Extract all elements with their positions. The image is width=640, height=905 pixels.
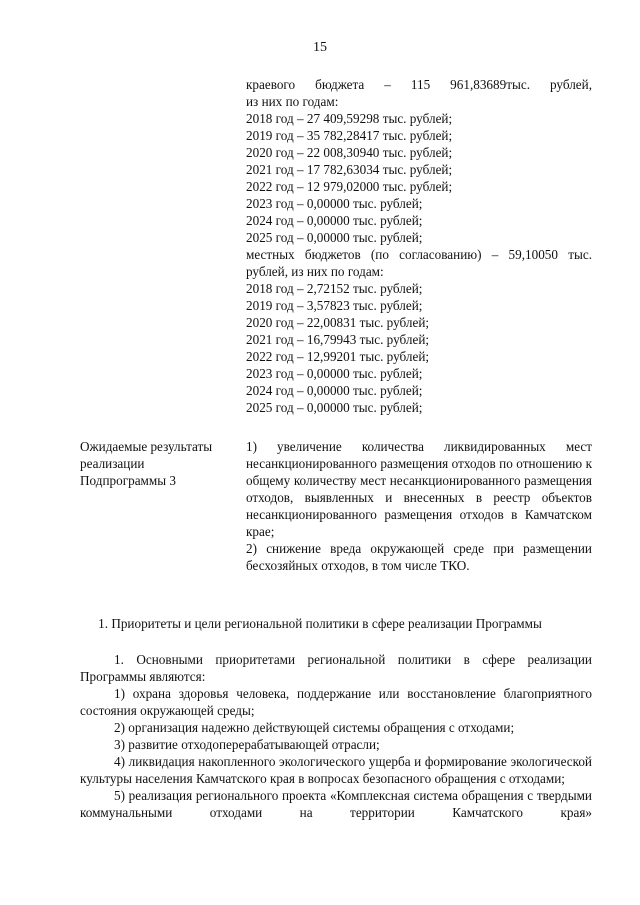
expected-results-list <box>246 438 592 574</box>
local-year-2018: 2018 год – 2,72152 тыс. рублей; <box>246 281 423 296</box>
local-year-2023: 2023 год – 0,00000 тыс. рублей; <box>246 366 423 381</box>
local-year-2022: 2022 год – 12,99201 тыс. рублей; <box>246 349 430 364</box>
priority-item-3: 3) развитие отходоперерабатывающей отрасли; <box>114 737 380 752</box>
regional-year-2019: 2019 год – 35 782,28417 тыс. рублей; <box>246 128 453 143</box>
priorities-text <box>80 651 592 821</box>
funding-block <box>246 76 592 416</box>
priority-item-1: 1) охрана здоровья человека, поддержание или восстановление благоприятного состояния окружающей среды; <box>80 686 592 718</box>
local-year-2021: 2021 год – 16,79943 тыс. рублей; <box>246 332 430 347</box>
regional-budget-total: краевого бюджета – 115 961,83689тыс. рублей, <box>246 77 592 92</box>
regional-year-2018: 2018 год – 27 409,59298 тыс. рублей; <box>246 111 453 126</box>
expected-results-label <box>80 438 240 489</box>
expected-results-label-line: Ожидаемые результаты <box>80 439 213 454</box>
local-year-2024: 2024 год – 0,00000 тыс. рублей; <box>246 383 423 398</box>
local-year-2020: 2020 год – 22,00831 тыс. рублей; <box>246 315 430 330</box>
expected-results-label-line: реализации <box>80 456 145 471</box>
priority-item-5: 5) реализация регионального проекта «Комплексная система обращения с твердыми коммунальными отходами на территории Камчатского края» <box>80 788 592 820</box>
regional-year-2021: 2021 год – 17 782,63034 тыс. рублей; <box>246 162 453 177</box>
local-year-2025: 2025 год – 0,00000 тыс. рублей; <box>246 400 423 415</box>
regional-year-2025: 2025 год – 0,00000 тыс. рублей; <box>246 230 423 245</box>
priority-item-4: 4) ликвидация накопленного экологического ущерба и формирование экологической культуры населения Камчатского края в вопросах безопасного обращения с отходами; <box>80 754 592 786</box>
regional-year-2024: 2024 год – 0,00000 тыс. рублей; <box>246 213 423 228</box>
page-number: 15 <box>313 40 327 55</box>
expected-results-label-line: Подпрограммы 3 <box>80 473 176 488</box>
expected-result-item-2: 2) снижение вреда окружающей среде при размещении бесхозяйных отходов, в том числе ТКО. <box>246 541 592 573</box>
priority-item-2: 2) организация надежно действующей системы обращения с отходами; <box>114 720 515 735</box>
regional-year-2022: 2022 год – 12 979,02000 тыс. рублей; <box>246 179 453 194</box>
local-budget-by-years-label: рублей, из них по годам: <box>246 264 384 279</box>
local-year-2019: 2019 год – 3,57823 тыс. рублей; <box>246 298 423 313</box>
section-title: 1. Приоритеты и цели региональной политики в сфере реализации Программы <box>98 616 542 631</box>
regional-year-2020: 2020 год – 22 008,30940 тыс. рублей; <box>246 145 453 160</box>
regional-budget-by-years-label: из них по годам: <box>246 94 339 109</box>
expected-result-item-1: 1) увеличение количества ликвидированных мест несанкционированного размещения отходов по отношению к общему количеству мест несанкционированного размещения отходов, выявленных и внесенных в реестр объектов несанкционированного размещения отходов в Камчатском крае; <box>246 439 592 539</box>
local-budget-total: местных бюджетов (по согласованию) – 59,10050 тыс. <box>246 247 592 262</box>
regional-year-2023: 2023 год – 0,00000 тыс. рублей; <box>246 196 423 211</box>
priorities-intro: 1. Основными приоритетами региональной политики в сфере реализации Программы являются: <box>80 652 592 684</box>
